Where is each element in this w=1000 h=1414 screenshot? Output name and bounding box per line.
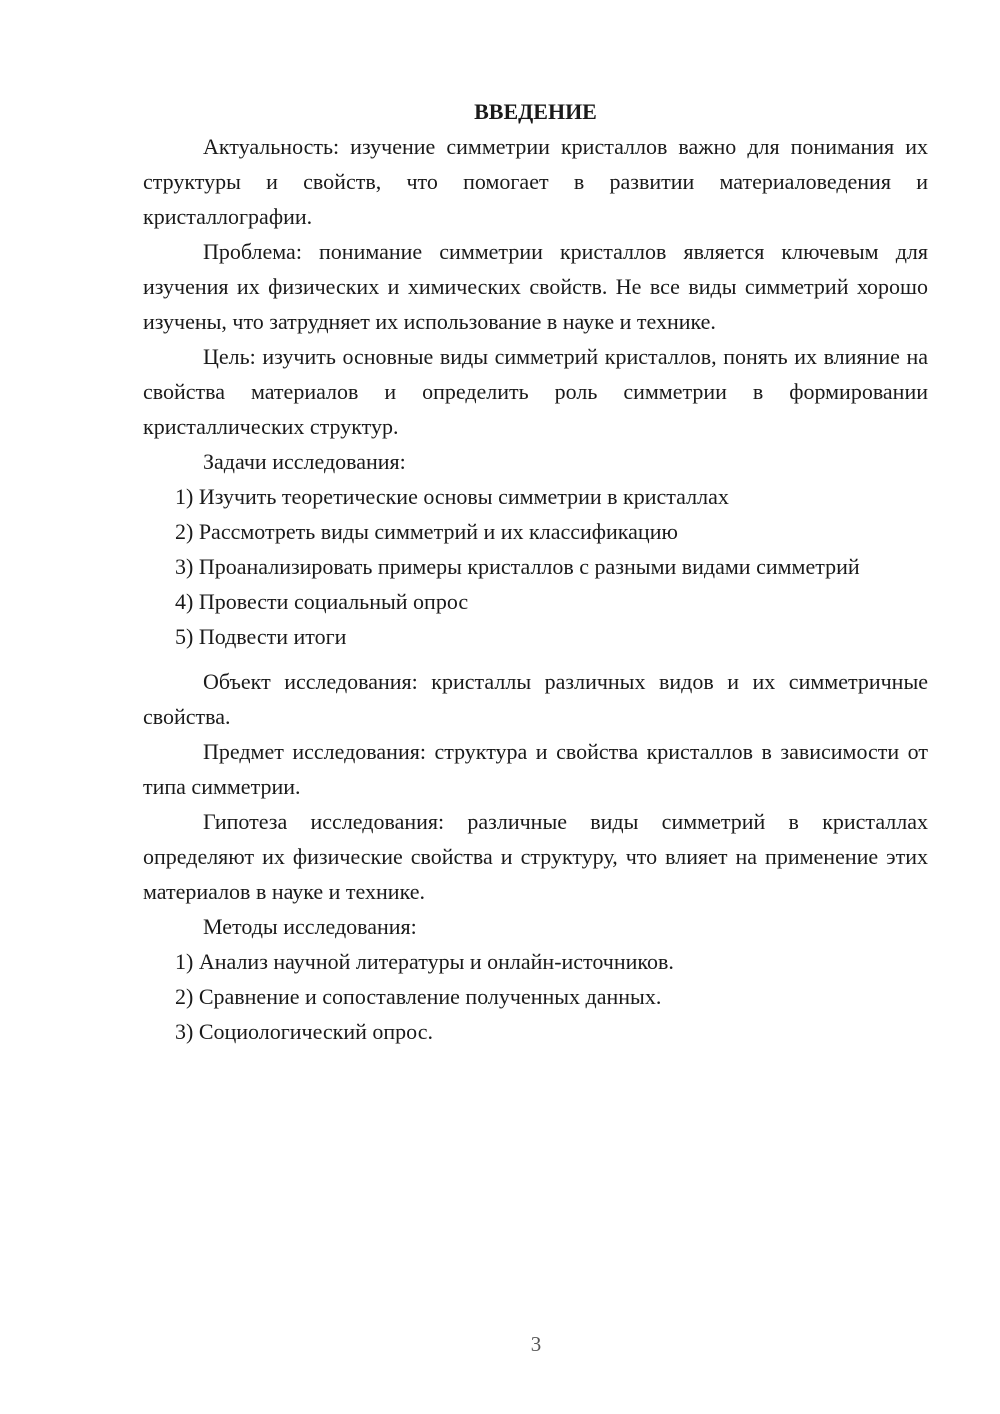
task-item: 1) Изучить теоретические основы симметрии в кристаллах bbox=[175, 484, 729, 509]
tasks-title: Задачи исследования: bbox=[203, 449, 406, 474]
methods-title: Методы исследования: bbox=[203, 914, 417, 939]
paragraph-problem: Проблема: понимание симметрии кристаллов является ключевым для изучения их физических и химических свойств. Не все виды симметрий хорошо изучены, что затрудняет их использование в науке и технике. bbox=[143, 239, 928, 334]
task-item: 3) Проанализировать примеры кристаллов с разными видами симметрий bbox=[175, 554, 860, 579]
paragraph-subject: Предмет исследования: структура и свойства кристаллов в зависимости от типа симметрии. bbox=[143, 739, 928, 799]
method-item: 3) Социологический опрос. bbox=[175, 1019, 433, 1044]
paragraph-goal: Цель: изучить основные виды симметрий кристаллов, понять их влияние на свойства материалов и определить роль симметрии в формировании кристаллических структур. bbox=[143, 344, 928, 439]
section-heading: ВВЕДЕНИЕ bbox=[474, 99, 597, 124]
method-item: 1) Анализ научной литературы и онлайн-источников. bbox=[175, 949, 674, 974]
paragraph-object: Объект исследования: кристаллы различных видов и их симметричные свойства. bbox=[143, 669, 928, 729]
page-number: 3 bbox=[530, 1332, 542, 1356]
paragraph-relevance: Актуальность: изучение симметрии кристаллов важно для понимания их структуры и свойств, что помогает в развитии материаловедения и кристаллографии. bbox=[143, 134, 928, 229]
task-item: 5) Подвести итоги bbox=[175, 624, 347, 649]
paragraph-hypothesis: Гипотеза исследования: различные виды симметрий в кристаллах определяют их физические свойства и структуру, что влияет на применение этих материалов в науке и технике. bbox=[143, 809, 928, 904]
document-page bbox=[143, 94, 928, 1049]
task-item: 2) Рассмотреть виды симметрий и их классификацию bbox=[175, 519, 678, 544]
method-item: 2) Сравнение и сопоставление полученных данных. bbox=[175, 984, 662, 1009]
task-item: 4) Провести социальный опрос bbox=[175, 589, 469, 614]
